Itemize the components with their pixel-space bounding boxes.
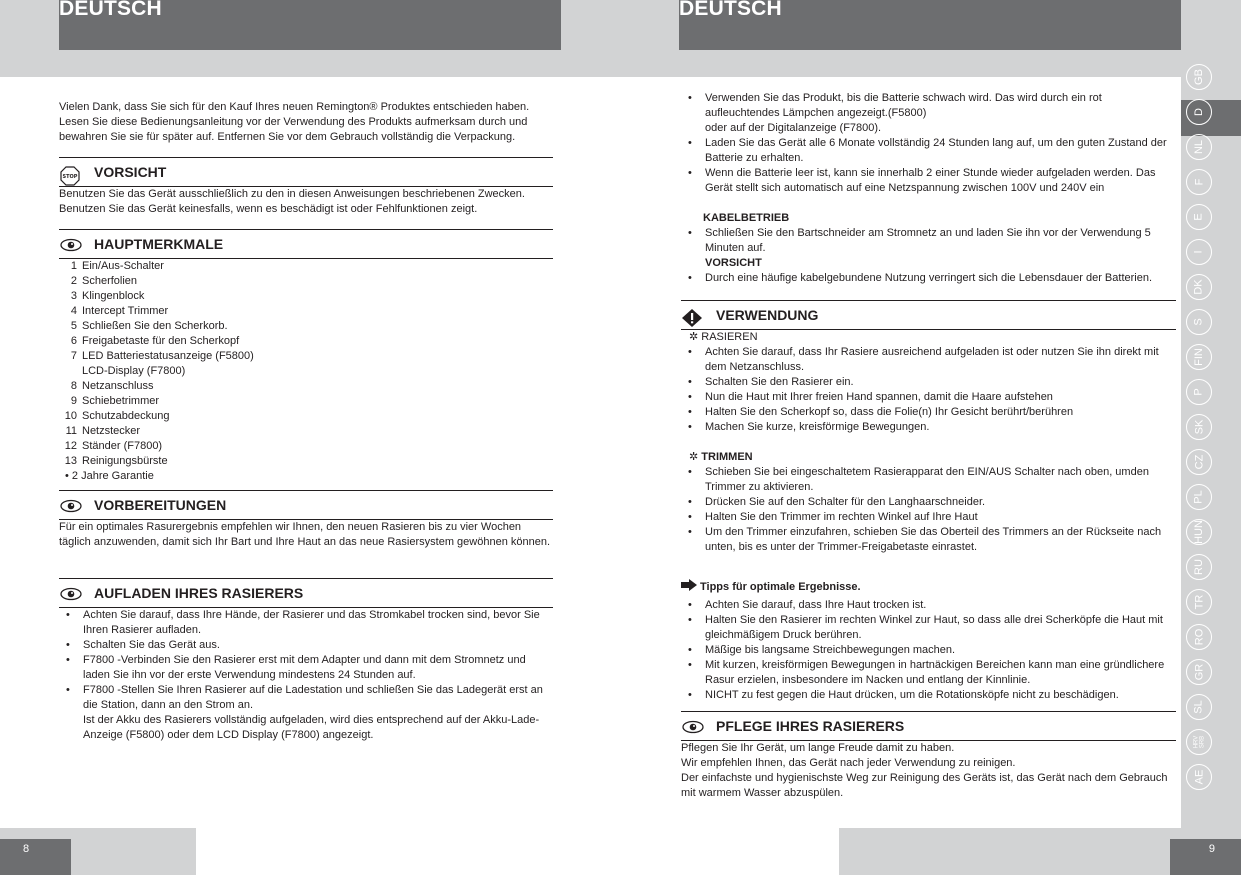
list-item: • Mäßige bis langsame Streichbewegungen machen. bbox=[681, 643, 1176, 658]
language-code: FIN bbox=[1192, 348, 1205, 366]
language-tab-dk[interactable] bbox=[1186, 274, 1212, 300]
vorbereitungen-paragraph: Für ein optimales Rasurergebnis empfehlen wir Ihnen, den neuen Rasieren bis zu vier Wochen täglich anzuwenden, damit sich Ihr Bart und Ihre Haut an das neue Rasiersystem gewöhnen können. bbox=[59, 521, 551, 548]
feature-number: 12 bbox=[64, 440, 77, 452]
list-item: • Halten Sie den Rasierer im rechten Winkel zur Haut, so dass alle drei Scherköpfe die Haut mit gleichmäßigem Druck berühren. bbox=[681, 613, 1176, 643]
verwendung-heading bbox=[681, 300, 1176, 330]
language-tab-fin[interactable] bbox=[1186, 344, 1212, 370]
kabel-caution: VORSICHT bbox=[705, 257, 762, 269]
aufladen-heading bbox=[59, 578, 553, 608]
aufladen-extra: Ist der Akku des Rasierers vollständig aufgeladen, wird dies entsprechend auf der Akku-Lade-Anzeige (F5800) oder dem LCD Display (F7800) angezeigt. bbox=[83, 714, 540, 741]
list-item: • Achten Sie darauf, dass Ihr Rasiere ausreichend aufgeladen ist oder nutzen Sie ihn direkt mit dem Netzanschluss. bbox=[681, 345, 1176, 375]
header-title-left: DEUTSCH bbox=[59, 0, 162, 20]
feature-label: Netzstecker bbox=[82, 425, 141, 437]
hauptmerkmale-title: HAUPTMERKMALE bbox=[94, 236, 224, 252]
language-code: GB bbox=[1193, 69, 1205, 85]
language-code: DK bbox=[1193, 279, 1205, 295]
trimmen-list bbox=[681, 465, 1176, 555]
pflege-title: PFLEGE IHRES RASIERERS bbox=[716, 718, 905, 734]
features-list bbox=[59, 259, 553, 469]
rasieren-title: RASIEREN bbox=[701, 331, 758, 343]
list-item: • Durch eine häufige kabelgebundene Nutzung verringert sich die Lebensdauer der Batterien. bbox=[681, 271, 1176, 286]
feature-number: 4 bbox=[70, 305, 77, 317]
feature-label: Intercept Trimmer bbox=[82, 305, 169, 317]
language-code: I bbox=[1193, 250, 1205, 254]
feature-label: LED Batteriestatusanzeige (F5800) bbox=[82, 350, 254, 362]
list-item: • Schalten Sie das Gerät aus. bbox=[59, 638, 553, 653]
vorsicht-heading bbox=[59, 157, 553, 187]
language-tab-gr[interactable] bbox=[1186, 659, 1212, 685]
language-code: GR bbox=[1193, 663, 1205, 681]
feature-label: LCD-Display (F7800) bbox=[82, 365, 186, 377]
pflege-paragraph-1: Pflegen Sie Ihr Gerät, um lange Freude damit zu haben. bbox=[681, 742, 955, 754]
feature-item bbox=[59, 349, 553, 364]
list-item bbox=[681, 91, 1176, 136]
rasieren-list bbox=[681, 345, 1176, 435]
footer-band-right bbox=[839, 828, 1181, 875]
language-code: F bbox=[1192, 178, 1205, 186]
language-code: E bbox=[1193, 213, 1205, 221]
language-tab-ro[interactable] bbox=[1186, 624, 1212, 650]
feature-label: Scherfolien bbox=[82, 275, 138, 287]
language-code: HUN bbox=[1193, 520, 1205, 544]
language-tab-hrv-srb[interactable] bbox=[1186, 729, 1212, 755]
feature-label: Schutzabdeckung bbox=[82, 410, 170, 422]
feature-item bbox=[59, 409, 553, 424]
language-code: TR bbox=[1192, 594, 1205, 610]
list-item: • Halten Sie den Trimmer im rechten Winkel auf Ihre Haut bbox=[681, 510, 1176, 525]
feature-number: 9 bbox=[70, 395, 77, 407]
eye-icon bbox=[682, 720, 704, 739]
language-tab-tr[interactable] bbox=[1186, 589, 1212, 615]
feature-item bbox=[59, 424, 553, 439]
feature-item bbox=[59, 364, 553, 379]
page-number-right bbox=[1170, 839, 1241, 875]
kabelbetrieb-title: KABELBETRIEB bbox=[703, 212, 790, 224]
tipps-heading bbox=[681, 579, 1176, 596]
rasieren-subhead bbox=[681, 330, 1176, 345]
feature-item bbox=[59, 394, 553, 409]
feature-item bbox=[59, 304, 553, 319]
list-item: • Wenn die Batterie leer ist, kann sie innerhalb 2 einer Stunde wieder aufgeladen werden. Das Gerät stellt sich automatisch auf eine Netzspannung zwischen 100V und 240V ein bbox=[681, 166, 1176, 196]
language-strip bbox=[1181, 0, 1241, 875]
feature-number: 1 bbox=[70, 260, 77, 272]
feature-number: 7 bbox=[70, 350, 77, 362]
feature-label: Klingenblock bbox=[82, 290, 145, 302]
feature-number: 3 bbox=[70, 290, 77, 302]
left-column bbox=[59, 100, 553, 743]
list-item: • Halten Sie den Scherkopf so, dass die Folie(n) Ihr Gesicht berührt/berühren bbox=[681, 405, 1176, 420]
language-tab-i[interactable] bbox=[1186, 239, 1212, 265]
language-code: HRV SRB bbox=[1193, 735, 1205, 749]
list-item: • Machen Sie kurze, kreisförmige Bewegungen. bbox=[681, 420, 1176, 435]
feature-label: Netzanschluss bbox=[82, 380, 154, 392]
feature-label: Schließen Sie den Scherkorb. bbox=[82, 320, 228, 332]
feature-number: 10 bbox=[64, 410, 77, 422]
list-item: • Schalten Sie den Rasierer ein. bbox=[681, 375, 1176, 390]
feature-item bbox=[59, 454, 553, 469]
language-tab-d[interactable] bbox=[1186, 99, 1212, 125]
pflege-paragraph-2: Wir empfehlen Ihnen, das Gerät nach jeder Verwendung zu reinigen. bbox=[681, 757, 1016, 769]
arrow-right-icon bbox=[681, 579, 697, 596]
list-item: • NICHT zu fest gegen die Haut drücken, um die Rotationsköpfe nicht zu beschädigen. bbox=[681, 688, 1176, 703]
header-right bbox=[679, 0, 1181, 50]
language-tab-nl[interactable] bbox=[1186, 134, 1212, 160]
feature-label: Schiebetrimmer bbox=[82, 395, 160, 407]
feature-number bbox=[59, 364, 77, 379]
svg-text:STOP: STOP bbox=[62, 174, 78, 180]
list-item: • Mit kurzen, kreisförmigen Bewegungen in hartnäckigen Bereichen kann man eine gründlichere Rasur erzielen, insbesondere im Nacken und entlang der Kinnlinie. bbox=[681, 658, 1176, 688]
gear-icon: ✲ bbox=[689, 451, 699, 463]
language-code: CZ bbox=[1192, 454, 1205, 470]
language-tab-sk[interactable] bbox=[1186, 414, 1212, 440]
language-tab-p[interactable] bbox=[1186, 379, 1212, 405]
language-tab-ae[interactable] bbox=[1186, 764, 1212, 790]
eye-icon bbox=[60, 499, 82, 518]
language-code: D bbox=[1192, 108, 1205, 116]
language-code: P bbox=[1193, 388, 1205, 396]
pflege-paragraph-3: Der einfachste und hygienischste Weg zur Reinigung des Geräts ist, das Gerät nach dem Gebrauch mit warmem Wasser abzuspülen. bbox=[681, 772, 1168, 799]
language-code: S bbox=[1193, 318, 1205, 326]
stop-icon bbox=[60, 166, 80, 191]
list-item: • Um den Trimmer einzufahren, schieben Sie das Oberteil des Trimmers an der Rückseite nach unten, bis es unter der Trimmer-Freigabetaste einrastet. bbox=[681, 525, 1176, 555]
list-item: • Achten Sie darauf, dass Ihre Haut trocken ist. bbox=[681, 598, 1176, 613]
language-code: SL bbox=[1193, 700, 1205, 714]
eye-icon bbox=[60, 238, 82, 257]
language-code: RO bbox=[1193, 628, 1205, 646]
feature-number: 6 bbox=[70, 335, 77, 347]
language-tab-f[interactable] bbox=[1186, 169, 1212, 195]
language-code: NL bbox=[1193, 139, 1205, 155]
feature-item bbox=[59, 379, 553, 394]
language-tab-s[interactable] bbox=[1186, 309, 1212, 335]
right-column bbox=[681, 91, 1176, 801]
feature-label: Freigabetaste für den Scherkopf bbox=[82, 335, 240, 347]
aufladen-title: AUFLADEN IHRES RASIERERS bbox=[94, 585, 304, 601]
page-number-left bbox=[0, 839, 71, 875]
header-title-right: DEUTSCH bbox=[679, 0, 782, 20]
language-code: SK bbox=[1193, 419, 1205, 435]
list-item: • Drücken Sie auf den Schalter für den Langhaarschneider. bbox=[681, 495, 1176, 510]
warranty-note: • 2 Jahre Garantie bbox=[65, 470, 154, 482]
feature-item bbox=[59, 439, 553, 454]
feature-label: Reinigungsbürste bbox=[82, 455, 168, 467]
feature-number: 2 bbox=[70, 275, 77, 287]
language-tab-e[interactable] bbox=[1186, 204, 1212, 230]
vorsicht-title: VORSICHT bbox=[94, 164, 167, 180]
language-tab-cz[interactable] bbox=[1186, 449, 1212, 475]
language-tab-sl[interactable] bbox=[1186, 694, 1212, 720]
feature-item bbox=[59, 334, 553, 349]
hauptmerkmale-heading bbox=[59, 229, 553, 259]
feature-item bbox=[59, 259, 553, 274]
feature-item bbox=[59, 274, 553, 289]
tipps-title: Tipps für optimale Ergebnisse. bbox=[700, 581, 861, 593]
intro-paragraph-1: Vielen Dank, dass Sie sich für den Kauf Ihres neuen Remington® Produktes entschieden haben. bbox=[59, 101, 530, 113]
eye-icon bbox=[60, 587, 82, 606]
vorbereitungen-title: VORBEREITUNGEN bbox=[94, 497, 227, 513]
language-tab-pl[interactable] bbox=[1186, 484, 1212, 510]
language-tab-hun[interactable] bbox=[1186, 519, 1212, 545]
header-left bbox=[59, 0, 561, 50]
language-code: AE bbox=[1193, 769, 1205, 785]
list-item: • Achten Sie darauf, dass Ihre Hände, der Rasierer und das Stromkabel trocken sind, bevor Sie Ihren Rasierer aufladen. bbox=[59, 608, 553, 638]
feature-number: 8 bbox=[70, 380, 77, 392]
feature-number: 5 bbox=[70, 320, 77, 332]
pflege-heading bbox=[681, 711, 1176, 741]
list-item: • F7800 -Stellen Sie Ihren Rasierer auf die Ladestation und schließen Sie das Ladegerät erst an die Station, dann an den Strom an. bbox=[59, 683, 553, 713]
tipps-list bbox=[681, 598, 1176, 703]
verwendung-title: VERWENDUNG bbox=[716, 307, 819, 323]
language-tab-ru[interactable] bbox=[1186, 554, 1212, 580]
list-item: • Laden Sie das Gerät alle 6 Monate vollständig 24 Stunden lang auf, um den guten Zustand der Batterie zu erhalten. bbox=[681, 136, 1176, 166]
vorbereitungen-heading bbox=[59, 490, 553, 520]
feature-item bbox=[59, 319, 553, 334]
list-item: • F7800 -Verbinden Sie den Rasierer erst mit dem Adapter und dann mit dem Stromnetz und laden Sie ihn vor der erste Verwendung mindestens 24 Stunden auf. bbox=[59, 653, 553, 683]
language-code: RU bbox=[1192, 559, 1205, 575]
vorsicht-paragraph-1: Benutzen Sie das Gerät ausschließlich zu den in diesen Anweisungen beschriebenen Zwecken. bbox=[59, 188, 525, 200]
feature-item bbox=[59, 289, 553, 304]
feature-number: 11 bbox=[65, 425, 77, 437]
list-item: • Nun die Haut mit Ihrer freien Hand spannen, damit die Haare aufstehen bbox=[681, 390, 1176, 405]
intro-paragraph-2: Lesen Sie diese Bedienungsanleitung vor der Verwendung des Produkts aufmerksam durch und bewahren Sie sie für später auf. Entfernen Sie vor dem Gebrauch vollständig die Verpackung. bbox=[59, 116, 528, 143]
exclamation-icon bbox=[682, 309, 702, 332]
list-item: • Schieben Sie bei eingeschaltetem Rasierapparat den EIN/AUS Schalter nach oben, umden Trimmer zu aktivieren. bbox=[681, 465, 1176, 495]
battery-item-text: Verwenden Sie das Produkt, bis die Batterie schwach wird. Das wird durch ein rot aufleuchtendes Lämpchen angezeigt.(F5800) bbox=[705, 92, 1102, 119]
page-number-right-text: 9 bbox=[1208, 843, 1215, 855]
battery-item-text-2: oder auf der Digitalanzeige (F7800). bbox=[705, 122, 882, 134]
feature-label: Ständer (F7800) bbox=[82, 440, 163, 452]
kabel-item-text: Schließen Sie den Bartschneider am Stromnetz an und laden Sie ihn vor der Verwendung 5 Minuten auf. bbox=[705, 227, 1151, 254]
list-item bbox=[681, 226, 1176, 271]
page-number-left-text: 8 bbox=[23, 843, 30, 855]
feature-number: 13 bbox=[64, 455, 77, 467]
language-code: PL bbox=[1193, 490, 1205, 504]
language-tab-gb[interactable] bbox=[1186, 64, 1212, 90]
trimmen-title: TRIMMEN bbox=[701, 451, 753, 463]
feature-label: Ein/Aus-Schalter bbox=[82, 260, 164, 272]
gear-icon: ✲ bbox=[689, 331, 699, 343]
aufladen-list bbox=[59, 608, 553, 713]
trimmen-subhead bbox=[681, 450, 1176, 465]
vorsicht-paragraph-2: Benutzen Sie das Gerät keinesfalls, wenn es beschädigt ist oder Fehlfunktionen zeigt. bbox=[59, 203, 478, 215]
